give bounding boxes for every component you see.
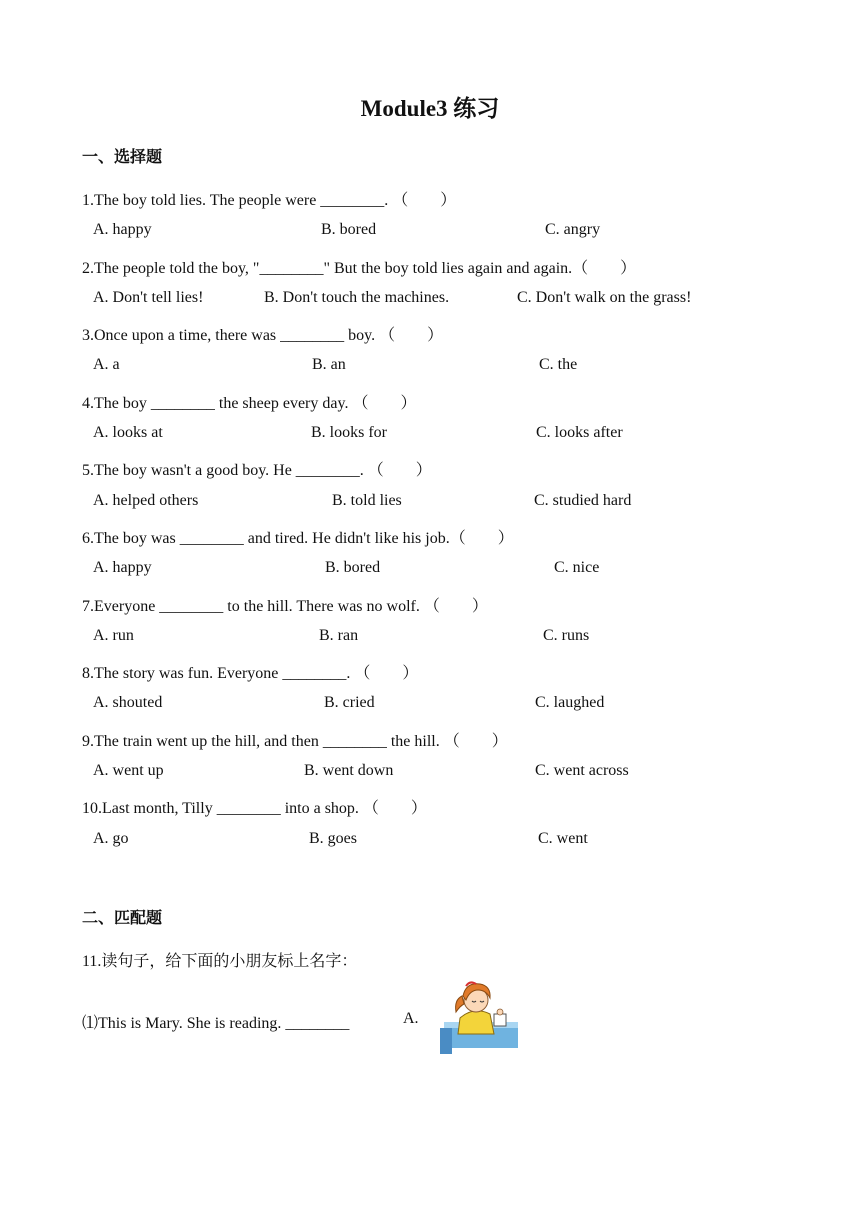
- match-sentence-1: ⑴This is Mary. She is reading. ________: [82, 1015, 350, 1032]
- girl-reading-image: [436, 976, 524, 1056]
- option-2c: C. Don't walk on the grass!: [517, 289, 692, 306]
- section-heading-choice: 一、选择题: [82, 147, 163, 166]
- option-5c: C. studied hard: [534, 492, 632, 509]
- option-3b: B. an: [312, 356, 346, 373]
- option-4a: A. looks at: [93, 424, 163, 441]
- option-6c: C. nice: [554, 559, 600, 576]
- option-10a: A. go: [93, 830, 129, 847]
- option-4b: B. looks for: [311, 424, 387, 441]
- option-7a: A. run: [93, 627, 134, 644]
- option-6b: B. bored: [325, 559, 381, 576]
- option-10b: B. goes: [309, 830, 357, 847]
- question-3: 3.Once upon a time, there was ________ boy. （ ）: [82, 327, 444, 344]
- option-2a: A. Don't tell lies!: [93, 289, 204, 306]
- option-9b: B. went down: [304, 762, 394, 779]
- question-6: 6.The boy was ________ and tired. He didn't like his job.（ ）: [82, 530, 514, 547]
- option-10c: C. went: [538, 830, 588, 847]
- option-7c: C. runs: [543, 627, 590, 644]
- option-1c: C. angry: [545, 221, 601, 238]
- option-6a: A. happy: [93, 559, 152, 576]
- option-3a: A. a: [93, 356, 120, 373]
- option-7b: B. ran: [319, 627, 359, 644]
- chair-shape: [440, 1028, 452, 1054]
- section-heading-match: 二、匹配题: [82, 908, 163, 927]
- option-9c: C. went across: [535, 762, 629, 779]
- question-2: 2.The people told the boy, "________" But the boy told lies again and again.（ ）: [82, 260, 637, 277]
- option-1a: A. happy: [93, 221, 152, 238]
- option-8a: A. shouted: [93, 694, 163, 711]
- option-8c: C. laughed: [535, 694, 605, 711]
- option-8b: B. cried: [324, 694, 375, 711]
- question-10: 10.Last month, Tilly ________ into a shop. （ ）: [82, 800, 427, 817]
- question-5: 5.The boy wasn't a good boy. He ________. （ ）: [82, 462, 432, 479]
- question-8: 8.The story was fun. Everyone ________. （ ）: [82, 665, 419, 682]
- option-4c: C. looks after: [536, 424, 623, 441]
- page-title: Module3 练习: [360, 96, 500, 121]
- match-option-a-label: A.: [403, 1010, 419, 1027]
- option-5a: A. helped others: [93, 492, 199, 509]
- question-1: 1.The boy told lies. The people were ________. （ ）: [82, 192, 457, 209]
- option-1b: B. bored: [321, 221, 377, 238]
- question-4: 4.The boy ________ the sheep every day. （ ）: [82, 395, 417, 412]
- option-5b: B. told lies: [332, 492, 402, 509]
- option-2b: B. Don't touch the machines.: [264, 289, 450, 306]
- book-shape: [494, 1014, 506, 1026]
- option-3c: C. the: [539, 356, 578, 373]
- question-9: 9.The train went up the hill, and then ________ the hill. （ ）: [82, 733, 508, 750]
- question-11: 11.读句子，给下面的小朋友标上名字：: [82, 953, 358, 970]
- option-9a: A. went up: [93, 762, 164, 779]
- question-7: 7.Everyone ________ to the hill. There was no wolf. （ ）: [82, 598, 488, 615]
- shirt-shape: [458, 1011, 494, 1034]
